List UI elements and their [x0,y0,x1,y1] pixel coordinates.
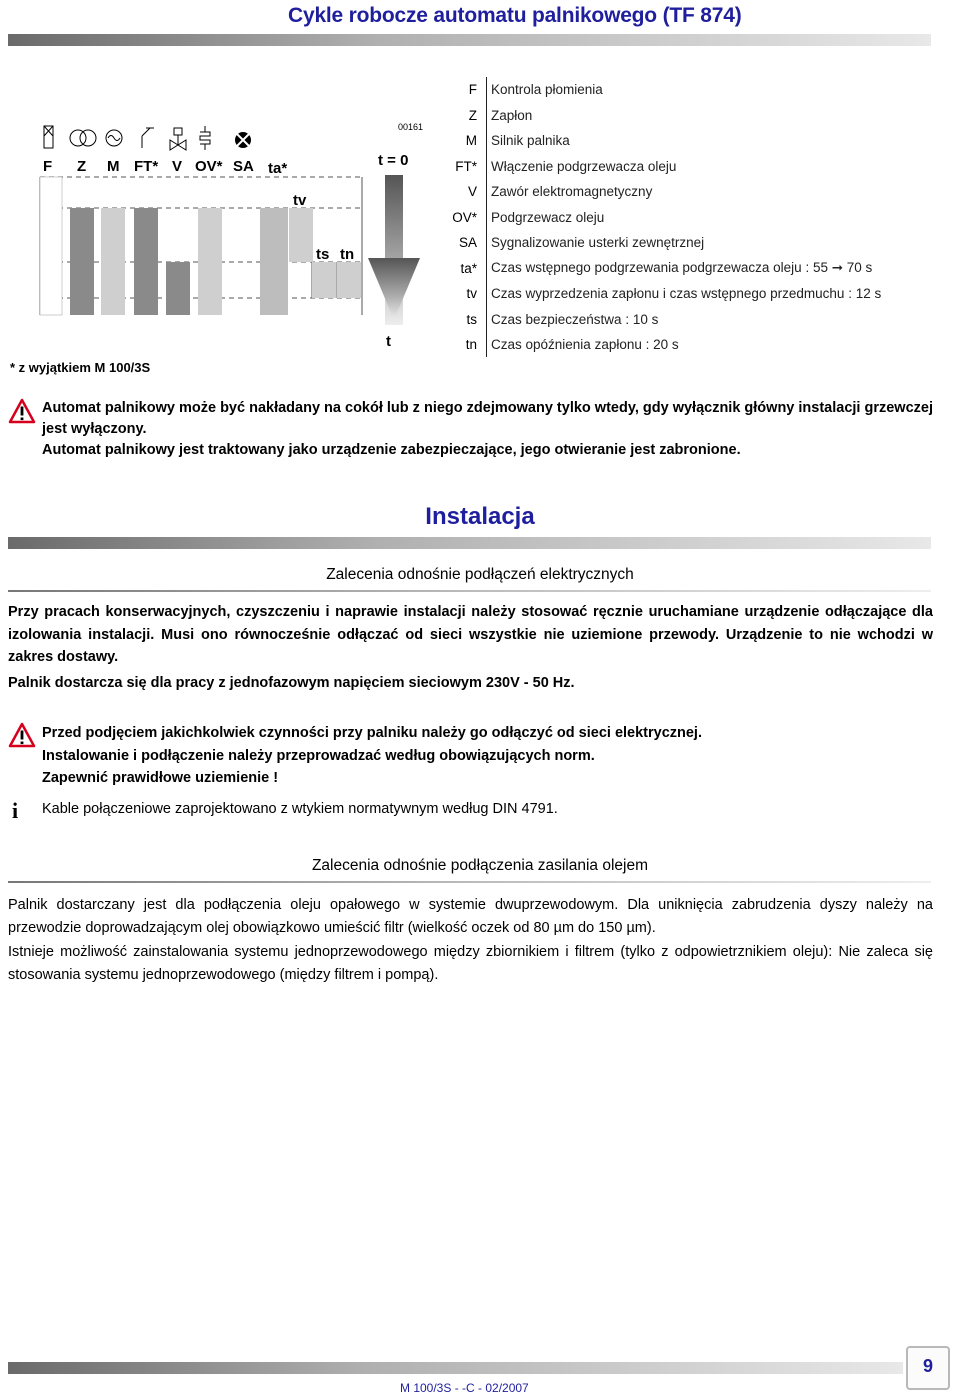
t0-label: t = 0 [378,152,409,169]
subtitle-electrical: Zalecenia odnośnie podłączeń elektrycznych [326,566,634,583]
legend-text: Czas bezpieczeństwa : 10 s [491,311,659,327]
tv-label: tv [293,192,307,209]
legend-row [445,77,945,103]
solenoid-valve-icon [170,128,186,150]
tn-label: tn [340,246,355,263]
legend-key: SA [458,235,477,251]
exception-note: * z wyjątkiem M 100/3S [10,360,151,375]
diagram-code: 00161 [398,122,424,132]
legend-key: Z [468,107,477,123]
legend-key: M [465,133,477,149]
subtitle-rule [8,590,931,592]
legend-row [445,103,945,129]
col-ta-label: ta* [268,160,288,177]
legend-row [445,332,945,358]
legend-row [445,307,945,333]
bar-tv [289,208,313,262]
warning-line: Automat palnikowy jest traktowany jako urządzenie zabezpieczające, jego otwieranie jest zabronione. [42,442,741,458]
t-label: t [386,333,391,350]
signal-bars [40,177,361,315]
motor-icon [106,130,122,146]
col-f-label: F [43,158,53,175]
legend-table [445,77,945,358]
bar-tn [337,262,361,298]
bar-f [40,177,62,315]
info-block-cables [8,798,933,823]
legend-text: Włączenie podgrzewacza oleju [491,158,677,174]
cycle-diagram-svg [0,60,440,380]
page-title: Cykle robocze automatu palnikowego (TF 874) [288,4,742,27]
flame-sensor-icon [44,126,53,148]
legend-row [445,179,945,205]
legend-key: F [468,82,477,98]
warning-text [42,722,933,790]
warning-block-electrical [8,722,933,790]
paragraph-disconnect: Przy pracach konserwacyjnych, czyszczeniu i naprawie instalacji należy stosować ręcznie uruchamiane urządzenie odłączające dla izolowania instalacji. Musi ono równocześnie odłączać od sieci wszystkie nie uziemione przewody. Urządzenie to nie wchodzi w zakres dostawy. [8,604,933,665]
legend-text: Zapłon [491,107,533,123]
page-number: 9 [922,1356,933,1376]
ignition-icon [70,130,96,146]
paragraph-oil-filter: Palnik dostarczany jest dla podłączenia oleju opałowego w systemie dwuprzewodowym. Dla uniknięcia zabrudzenia dyszy należy na przewodzie doprowadzającym olej obowiązkowo umieścić filtr (wielkość oczek od 80 µm do 150 µm). [8,897,933,936]
col-sa-label: SA [233,158,254,175]
ts-label: ts [316,246,330,263]
bar-m [101,208,125,315]
legend-row [445,205,945,231]
legend-text: Sygnalizowanie usterki zewnętrznej [491,235,705,251]
bar-z [70,208,94,315]
legend-text: Zawór elektromagnetyczny [491,184,653,200]
col-z-label: Z [77,158,87,175]
bar-ts [312,262,336,298]
bar-ft [134,208,158,315]
section-title-installation: Instalacja [425,503,535,530]
legend-row [445,154,945,180]
oil-preheater-icon [200,126,210,150]
subtitle-rule [8,881,931,883]
legend-row [445,256,945,282]
legend-key: FT* [455,158,477,174]
legend-text: Czas opóźnienia zapłonu : 20 s [491,337,679,353]
legend-key: ta* [460,260,477,276]
alarm-lamp-icon [235,132,251,148]
warning-triangle-icon [8,398,36,424]
legend-key: ts [466,311,477,327]
subtitle-oil: Zalecenia odnośnie podłączenia zasilania olejem [311,857,649,874]
bar-ov [198,208,222,315]
warning-triangle-icon [8,722,36,748]
info-icon: i [12,798,19,823]
legend-text: Czas wstępnego podgrzewania podgrzewacza oleju : 55 ➞ 70 s [491,260,873,276]
legend-key: tv [466,286,477,302]
legend-key: tn [465,337,477,353]
page-number-box [906,1346,950,1390]
legend-text: Silnik palnika [491,133,570,149]
oil-heater-switch-icon [142,128,154,148]
col-ft-label: FT* [134,158,159,175]
header-rule [8,34,931,46]
paragraph-oil-system: Istnieje możliwość zainstalowania systemu jednoprzewodowego między zbiornikiem i filtrem (tylko z odpowietrznikiem oleju): Nie zaleca się stosowania systemu jednoprzewodowego (między filtrem i pompą). [8,944,933,983]
bar-ta [260,208,288,315]
paragraph-voltage: Palnik dostarcza się dla pracy z jednofazowym napięciem sieciowym 230V - 50 Hz. [8,675,575,691]
section-rule [8,537,931,549]
legend-text: Podgrzewacz oleju [491,209,605,225]
legend-row [445,128,945,154]
legend-text: Kontrola płomienia [491,82,603,98]
warning-line: Automat palnikowy może być nakładany na cokół lub z niego zdejmowany tylko wtedy, gdy wyłącznik główny instalacji grzewczej jest wyłączony. [42,400,933,437]
warning-line: Instalowanie i podłączenie należy przeprowadzać według obowiązujących norm. [42,747,595,764]
cycle-diagram [0,60,440,380]
legend-row [445,230,945,256]
bar-v [166,262,190,315]
col-v-label: V [172,158,183,175]
info-text: Kable połączeniowe zaprojektowano z wtykiem normatywnym według DIN 4791. [42,801,558,817]
legend-key: V [467,184,477,200]
footer-rule [8,1362,903,1374]
legend-row [445,281,945,307]
time-arrow [368,175,420,325]
warning-line: Przed podjęciem jakichkolwiek czynności przy palniku należy go odłączyć od sieci elektrycznej. [42,725,702,741]
legend-key: OV* [452,209,477,225]
warning-block-socket [8,398,933,461]
col-ov-label: OV* [195,158,223,175]
footer-document-code: M 100/3S - -C - 02/2007 [400,1381,529,1395]
col-m-label: M [107,158,120,175]
warning-text [42,398,933,461]
warning-line: Zapewnić prawidłowe uziemienie ! [42,770,279,786]
legend-text: Czas wyprzedzenia zapłonu i czas wstępnego przedmuchu : 12 s [491,286,882,302]
